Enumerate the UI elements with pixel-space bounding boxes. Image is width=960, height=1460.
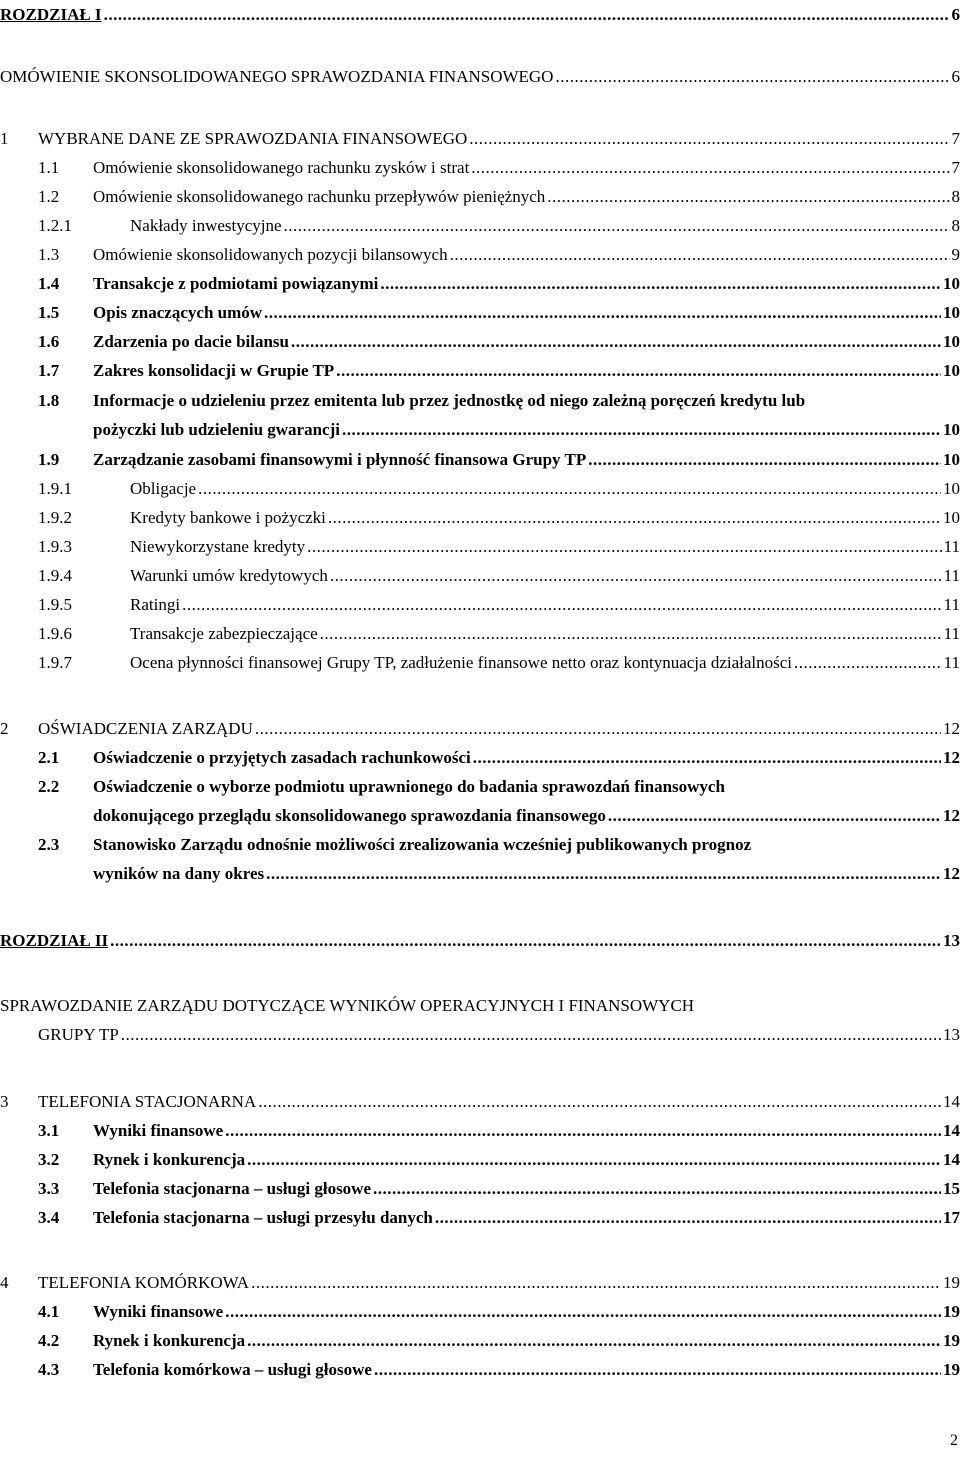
- dot-leader: [471, 157, 949, 179]
- toc-entry-page: 11: [943, 624, 960, 643]
- page-number: 2: [950, 1432, 958, 1449]
- toc-entry-title: SPRAWOZDANIE ZARZĄDU DOTYCZĄCE WYNIKÓW OPERACYJNYCH I FINANSOWYCH: [0, 996, 695, 1015]
- toc-entry-title: Obligacje: [130, 479, 197, 498]
- toc-entry[interactable]: [0, 536, 960, 558]
- toc-entry-page: 11: [943, 595, 960, 614]
- toc-entry-number: 2: [0, 719, 9, 738]
- toc-entry-number: 1: [0, 129, 9, 148]
- toc-entry-page: 12: [943, 748, 960, 767]
- toc-entry[interactable]: [0, 66, 960, 88]
- dot-leader: [291, 331, 941, 353]
- toc-entry[interactable]: [0, 834, 960, 885]
- toc-entry[interactable]: [0, 186, 960, 208]
- toc-entry-number: 2.3: [38, 835, 60, 854]
- toc-entry-page: 10: [943, 479, 960, 498]
- toc-entry-title: Niewykorzystane kredyty: [130, 537, 306, 556]
- toc-entry[interactable]: [0, 1359, 960, 1381]
- dot-leader: [247, 1149, 941, 1171]
- toc-entry-title: Rynek i konkurencja: [93, 1150, 246, 1169]
- dot-leader: [374, 1359, 941, 1381]
- dot-leader: [328, 507, 941, 529]
- toc-entry-title: Ratingi: [130, 595, 181, 614]
- dot-leader: [794, 652, 942, 674]
- toc-entry-page: 8: [951, 216, 960, 235]
- toc-entry-title: Zakres konsolidacji w Grupie TP: [93, 361, 335, 380]
- toc-entry-number: 1.9.2: [38, 508, 72, 527]
- toc-entry-title: TELEFONIA STACJONARNA: [38, 1092, 257, 1111]
- toc-entry-title: Wyniki finansowe: [93, 1121, 224, 1140]
- toc-entry[interactable]: [0, 215, 960, 237]
- toc-entry-number: 3.3: [38, 1179, 60, 1198]
- toc-entry-title-continuation: dokonującego przeglądu skonsolidowanego sprawozdania finansowego: [93, 806, 606, 825]
- toc-entry-page: 12: [943, 806, 960, 825]
- toc-entry[interactable]: [0, 747, 960, 769]
- toc-entry-number: 3.2: [38, 1150, 60, 1169]
- toc-entry-number: 1.6: [38, 332, 60, 351]
- toc-entry-title: Kredyty bankowe i pożyczki: [130, 508, 326, 527]
- dot-leader: [330, 565, 942, 587]
- dot-leader: [608, 805, 941, 827]
- toc-entry[interactable]: [0, 273, 960, 295]
- toc-entry-number: 1.9.7: [38, 653, 72, 672]
- dot-leader: [342, 419, 941, 441]
- toc-entry-title-continuation: GRUPY TP: [38, 1025, 119, 1044]
- toc-entry-number: 1.3: [38, 245, 60, 264]
- toc-entry-title: OMÓWIENIE SKONSOLIDOWANEGO SPRAWOZDANIA FINANSOWEGO: [0, 67, 554, 86]
- toc-entry[interactable]: [0, 1178, 960, 1200]
- toc-entry-page: 14: [943, 1092, 960, 1111]
- toc-entry-page: 13: [943, 931, 960, 950]
- toc-entry-title: Transakcje zabezpieczające: [130, 624, 318, 643]
- toc-entry[interactable]: [0, 1120, 960, 1142]
- toc-entry-title: Transakcje z podmiotami powiązanymi: [93, 274, 379, 293]
- toc-entry-number: 1.9.6: [38, 624, 72, 643]
- toc-entry-title: Zarządzanie zasobami finansowymi i płynność finansowa Grupy TP: [93, 450, 587, 469]
- toc-entry-number: 1.9: [38, 450, 60, 469]
- toc-entry-page: 19: [943, 1273, 960, 1292]
- toc-entry-page: 8: [951, 187, 960, 206]
- toc-entry[interactable]: [0, 449, 960, 471]
- toc-entry-title: OŚWIADCZENIA ZARZĄDU: [38, 719, 253, 738]
- toc-entry-number: 3.4: [38, 1208, 60, 1227]
- dot-leader: [547, 186, 949, 208]
- toc-entry-number: 4.2: [38, 1331, 60, 1350]
- toc-entry[interactable]: [0, 244, 960, 266]
- toc-entry-title: Omówienie skonsolidowanego rachunku zysków i strat: [93, 158, 470, 177]
- toc-entry-number: 1.1: [38, 158, 60, 177]
- toc-entry-title: Wyniki finansowe: [93, 1302, 224, 1321]
- toc-entry-number: 1.2.1: [38, 216, 72, 235]
- toc-entry[interactable]: [0, 1149, 960, 1171]
- toc-entry[interactable]: [0, 331, 960, 353]
- toc-entry-page: 7: [951, 158, 960, 177]
- dot-leader: [469, 128, 949, 150]
- toc-entry-page: 6: [951, 5, 960, 24]
- toc-entry-title: Oświadczenie o przyjętych zasadach rachunkowości: [93, 748, 471, 767]
- toc-entry-number: 2.2: [38, 777, 60, 796]
- toc-entry-page: 13: [943, 1025, 960, 1044]
- toc-entry[interactable]: [0, 1301, 960, 1323]
- toc-entry-title: Stanowisko Zarządu odnośnie możliwości zrealizowania wcześniej publikowanych prognoz: [93, 835, 752, 854]
- toc-entry-page: 14: [943, 1121, 960, 1140]
- dot-leader: [255, 718, 941, 740]
- dot-leader: [380, 273, 941, 295]
- toc-entry-page: 10: [943, 420, 960, 439]
- toc-entry-title: Oświadczenie o wyborze podmiotu uprawnionego do badania sprawozdań finansowych: [93, 777, 725, 796]
- toc-entry-number: 1.7: [38, 361, 60, 380]
- dot-leader: [110, 930, 941, 952]
- toc-entry-page: 10: [943, 508, 960, 527]
- dot-leader: [266, 863, 941, 885]
- toc-entry-title: WYBRANE DANE ZE SPRAWOZDANIA FINANSOWEGO: [38, 129, 468, 148]
- toc-entry-number: 2.1: [38, 748, 60, 767]
- toc-entry-page: 7: [951, 129, 960, 148]
- toc-entry-page: 10: [943, 274, 960, 293]
- toc-entry[interactable]: [0, 390, 960, 441]
- toc-entry-page: 10: [943, 303, 960, 322]
- toc-entry[interactable]: [0, 157, 960, 179]
- dot-leader: [251, 1272, 941, 1294]
- dot-leader: [307, 536, 941, 558]
- dot-leader: [373, 1178, 941, 1200]
- toc-entry-number: 3: [0, 1092, 9, 1111]
- dot-leader: [198, 478, 941, 500]
- toc-entry[interactable]: [0, 1091, 960, 1113]
- dot-leader: [225, 1301, 941, 1323]
- toc-entry[interactable]: [0, 1330, 960, 1352]
- toc-entry-page: 11: [943, 566, 960, 585]
- toc-entry-number: 1.2: [38, 187, 60, 206]
- dot-leader: [225, 1120, 941, 1142]
- toc-entry-page: 19: [943, 1331, 960, 1350]
- toc-entry-page: 10: [943, 361, 960, 380]
- toc-entry-number: 4.3: [38, 1360, 60, 1379]
- dot-leader: [104, 4, 950, 26]
- toc-entry-title: Ocena płynności finansowej Grupy TP, zadłużenie finansowe netto oraz kontynuacja działalności: [130, 653, 793, 672]
- toc-entry-number: 1.5: [38, 303, 60, 322]
- toc-entry[interactable]: [0, 995, 960, 1046]
- dot-leader: [284, 215, 950, 237]
- toc-entry-page: 14: [943, 1150, 960, 1169]
- toc-entry[interactable]: [0, 4, 960, 26]
- toc-entry[interactable]: [0, 718, 960, 740]
- dot-leader: [473, 747, 941, 769]
- toc-entry-title: Rynek i konkurencja: [93, 1331, 246, 1350]
- toc-entry-page: 10: [943, 332, 960, 351]
- toc-entry[interactable]: [0, 360, 960, 382]
- toc-entry-number: 1.8: [38, 391, 60, 410]
- dot-leader: [336, 360, 941, 382]
- toc-entry-title: ROZDZIAŁ II: [0, 931, 109, 950]
- toc-entry-page: 12: [943, 719, 960, 738]
- toc-entry-title: Telefonia stacjonarna – usługi głosowe: [93, 1179, 372, 1198]
- toc-entry[interactable]: [0, 302, 960, 324]
- toc-entry-page: 19: [943, 1302, 960, 1321]
- toc-entry-title: Warunki umów kredytowych: [130, 566, 328, 585]
- toc-entry-page: 6: [951, 67, 960, 86]
- toc-entry[interactable]: [0, 1272, 960, 1294]
- toc-entry-number: 4.1: [38, 1302, 60, 1321]
- dot-leader: [258, 1091, 941, 1113]
- toc-entry-title: Omówienie skonsolidowanego rachunku przepływów pieniężnych: [93, 187, 546, 206]
- toc-entry[interactable]: [0, 652, 960, 674]
- toc-entry-page: 15: [943, 1179, 960, 1198]
- dot-leader: [182, 594, 942, 616]
- toc-entry[interactable]: [0, 1207, 960, 1229]
- toc-entry-number: 3.1: [38, 1121, 60, 1140]
- dot-leader: [450, 244, 950, 266]
- toc-entry-page: 9: [951, 245, 960, 264]
- toc-entry-title: Omówienie skonsolidowanych pozycji bilansowych: [93, 245, 448, 264]
- toc-entry-page: 17: [943, 1208, 960, 1227]
- dot-leader: [555, 66, 949, 88]
- toc-entry-number: 1.9.5: [38, 595, 72, 614]
- toc-entry-page: 12: [943, 864, 960, 883]
- dot-leader: [320, 623, 942, 645]
- dot-leader: [264, 302, 941, 324]
- toc-entry-number: 1.4: [38, 274, 60, 293]
- toc-entry-title: Informacje o udzieleniu przez emitenta lub przez jednostkę od niego zależną poręczeń kredytu lub: [93, 391, 806, 410]
- toc-entry-title: Opis znaczących umów: [93, 303, 263, 322]
- toc-entry-number: 1.9.1: [38, 479, 72, 498]
- toc-entry-page: 10: [943, 450, 960, 469]
- toc-entry-page: 19: [943, 1360, 960, 1379]
- toc-entry-title: Telefonia komórkowa – usługi głosowe: [93, 1360, 372, 1379]
- dot-leader: [247, 1330, 941, 1352]
- toc-entry-title: Nakłady inwestycyjne: [130, 216, 282, 235]
- toc-entry-number: 4: [0, 1273, 9, 1292]
- toc-entry-title-continuation: pożyczki lub udzieleniu gwarancji: [93, 420, 340, 439]
- toc-entry[interactable]: [0, 565, 960, 587]
- toc-entry-title: TELEFONIA KOMÓRKOWA: [38, 1273, 250, 1292]
- dot-leader: [588, 449, 941, 471]
- toc-entry[interactable]: [0, 623, 960, 645]
- toc-entry[interactable]: [0, 594, 960, 616]
- toc-entry-page: 11: [943, 537, 960, 556]
- toc-entry[interactable]: [0, 478, 960, 500]
- toc-entry[interactable]: [0, 776, 960, 827]
- toc-entry[interactable]: [0, 930, 960, 952]
- toc-entry-number: 1.9.3: [38, 537, 72, 556]
- toc-entry-title: Zdarzenia po dacie bilansu: [93, 332, 290, 351]
- dot-leader: [121, 1024, 941, 1046]
- toc-entry-page: 11: [943, 653, 960, 672]
- toc-entry[interactable]: [0, 128, 960, 150]
- toc-entry-number: 1.9.4: [38, 566, 72, 585]
- toc-entry-title-continuation: wyników na dany okres: [93, 864, 265, 883]
- toc-entry-title: Telefonia stacjonarna – usługi przesyłu danych: [93, 1208, 433, 1227]
- dot-leader: [435, 1207, 941, 1229]
- toc-entry[interactable]: [0, 507, 960, 529]
- toc-entry-title: ROZDZIAŁ I: [0, 5, 102, 24]
